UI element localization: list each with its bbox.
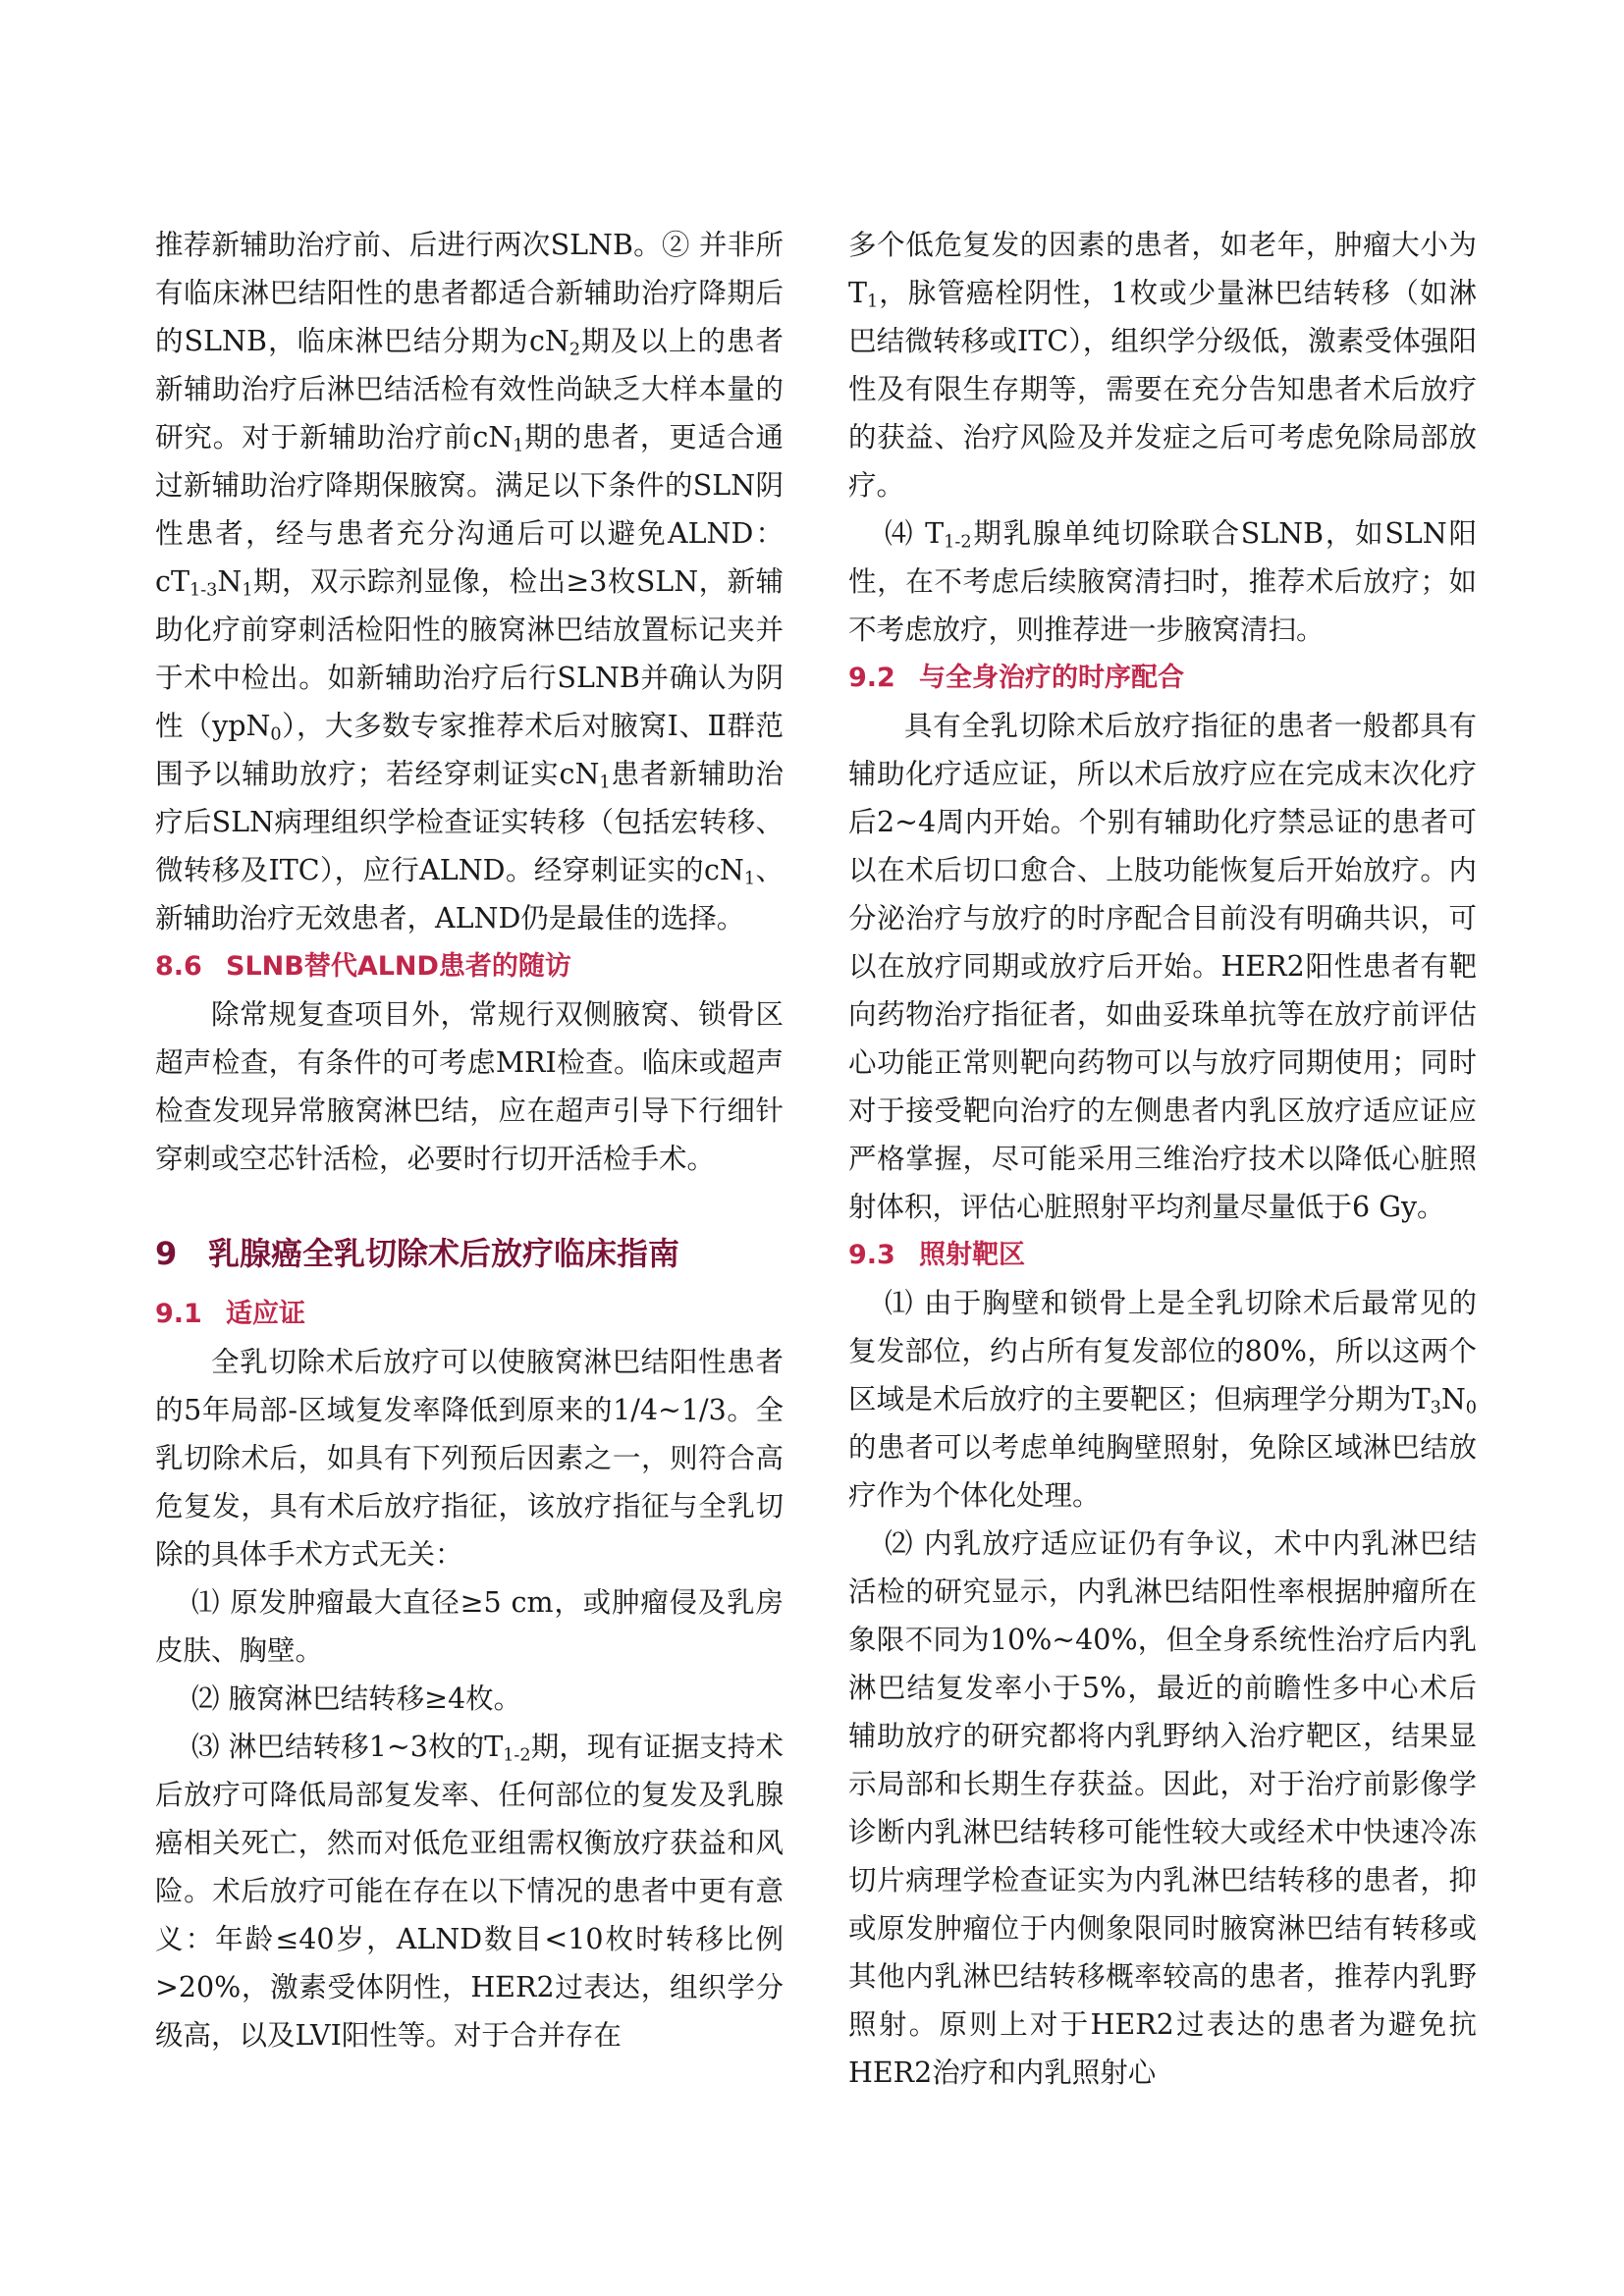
list-item-target-1: ⑴ 由于胸壁和锁骨上是全乳切除术后最常见的复发部位，约占所有复发部位的80%，所以这两个区域是术后放疗的主要靶区；但病理学分期为$T_3N_0$的患者可以考虑单纯胸壁照射，免除区域淋巴结放疗作为个体化处理。 [848, 1287, 1477, 1512]
section-heading-9-2: 9.2 与全身治疗的时序配合 [848, 663, 1184, 693]
section-heading-9-3: 9.3 照射靶区 [848, 1240, 1025, 1270]
paragraph-follow-up: 除常规复查项目外，常规行双侧腋窝、锁骨区超声检查，有条件的可考虑MRI检查。临床或超声检查发现异常腋窝淋巴结，应在超声引导下行细针穿刺或空芯针活检，必要时行切开活检手术。 [155, 998, 784, 1175]
paragraph-low-risk: 多个低危复发的因素的患者，如老年，肿瘤大小为$T_1$，脉管癌栓阴性，1枚或少量淋巴结转移（如淋巴结微转移或ITC），组织学分级低，激素受体强阳性及有限生存期等，需要在充分告知患者术后放疗的获益、治疗风险及并发症之后可考虑免除局部放疗。 [848, 229, 1477, 502]
list-item-3: ⑶ 淋巴结转移1~3枚的$T_{1-2}$期，现有证据支持术后放疗可降低局部复发率、任何部位的复发及乳腺癌相关死亡，然而对低危亚组需权衡放疗获益和风险。术后放疗可能在存在以下情况的患者中更有意义：年龄≤40岁，ALND数目<10枚时转移比例>20%，激素受体阴性，HER2过表达，组织学分级高，以及LVI阳性等。对于合并存在 [155, 1731, 784, 2052]
paragraph-indications: 全乳切除术后放疗可以使腋窝淋巴结阳性患者的5年局部-区域复发率降低到原来的1/4~1/3。全乳切除术后，如具有下列预后因素之一，则符合高危复发，具有术后放疗指征，该放疗指征与全乳切除的具体手术方式无关： [155, 1346, 784, 1571]
list-item-target-2: ⑵ 内乳放疗适应证仍有争议，术中内乳淋巴结活检的研究显示，内乳淋巴结阳性率根据肿瘤所在象限不同为10%~40%，但全身系统性治疗后内乳淋巴结复发率小于5%，最近的前瞻性多中心术后辅助放疗的研究都将内乳野纳入治疗靶区，结果显示局部和长期生存获益。因此，对于治疗前影像学诊断内乳淋巴结转移可能性较大或经术中快速冷冻切片病理学检查证实为内乳淋巴结转移的患者，抑或原发肿瘤位于内侧象限同时腋窝淋巴结有转移或其他内乳淋巴结转移概率较高的患者，推荐内乳野照射。原则上对于HER2过表达的患者为避免抗HER2治疗和内乳照射心 [848, 1527, 1477, 2089]
list-item-2: ⑵ 腋窝淋巴结转移≥4枚。 [191, 1682, 522, 1715]
paragraph-slnb-neoadjuvant: 推荐新辅助治疗前、后进行两次SLNB。② 并非所有临床淋巴结阳性的患者都适合新辅助治疗降期后的SLNB，临床淋巴结分期为$cN_2$期及以上的患者新辅助治疗后淋巴结活检有效性尚缺乏大样本量的研究。对于新辅助治疗前$cN_1$期的患者，更适合通过新辅助治疗降期保腋窝。满足以下条件的SLN阴性患者，经与患者充分沟通后可以避免ALND：$cT_{1-3}N_1$期，双示踪剂显像，检出≥3枚SLN，新辅助化疗前穿刺活检阳性的腋窝淋巴结放置标记夹并于术中检出。如新辅助治疗后行SLNB并确认为阴性（ypN$_0$），大多数专家推荐术后对腋窝Ⅰ、Ⅱ群范围予以辅助放疗；若经穿刺证实$cN_1$患者新辅助治疗后SLN病理组织学检查证实转移（包括宏转移、微转移及ITC），应行ALND。经穿刺证实的$cN_1$、新辅助治疗无效患者，ALND仍是最佳的选择。 [155, 229, 784, 934]
left-column [155, 221, 784, 2059]
section-heading-8-6: 8.6 SLNB替代ALND患者的随访 [155, 951, 571, 982]
list-item-4: ⑷ $T_{1-2}$期乳腺单纯切除联合SLNB，如SLN阳性，在不考虑后续腋窝清扫时，推荐术后放疗；如不考虑放疗，则推荐进一步腋窝清扫。 [848, 517, 1477, 646]
chapter-heading-9: 9 乳腺癌全乳切除术后放疗临床指南 [155, 1235, 680, 1272]
paragraph-sequencing: 具有全乳切除术后放疗指征的患者一般都具有辅助化疗适应证，所以术后放疗应在完成末次化疗后2~4周内开始。个别有辅助化疗禁忌证的患者可以在术后切口愈合、上肢功能恢复后开始放疗。内分泌治疗与放疗的时序配合目前没有明确共识，可以在放疗同期或放疗后开始。HER2阳性患者有靶向药物治疗指征者，如曲妥珠单抗等在放疗前评估心功能正常则靶向药物可以与放疗同期使用；同时对于接受靶向治疗的左侧患者内乳区放疗适应证应严格掌握，尽可能采用三维治疗技术以降低心脏照射体积，评估心脏照射平均剂量尽量低于6 Gy。 [848, 710, 1477, 1223]
section-heading-9-1: 9.1 适应证 [155, 1299, 305, 1329]
right-column [848, 221, 1477, 2097]
list-item-1: ⑴ 原发肿瘤最大直径≥5 cm，或肿瘤侵及乳房皮肤、胸壁。 [155, 1586, 784, 1667]
